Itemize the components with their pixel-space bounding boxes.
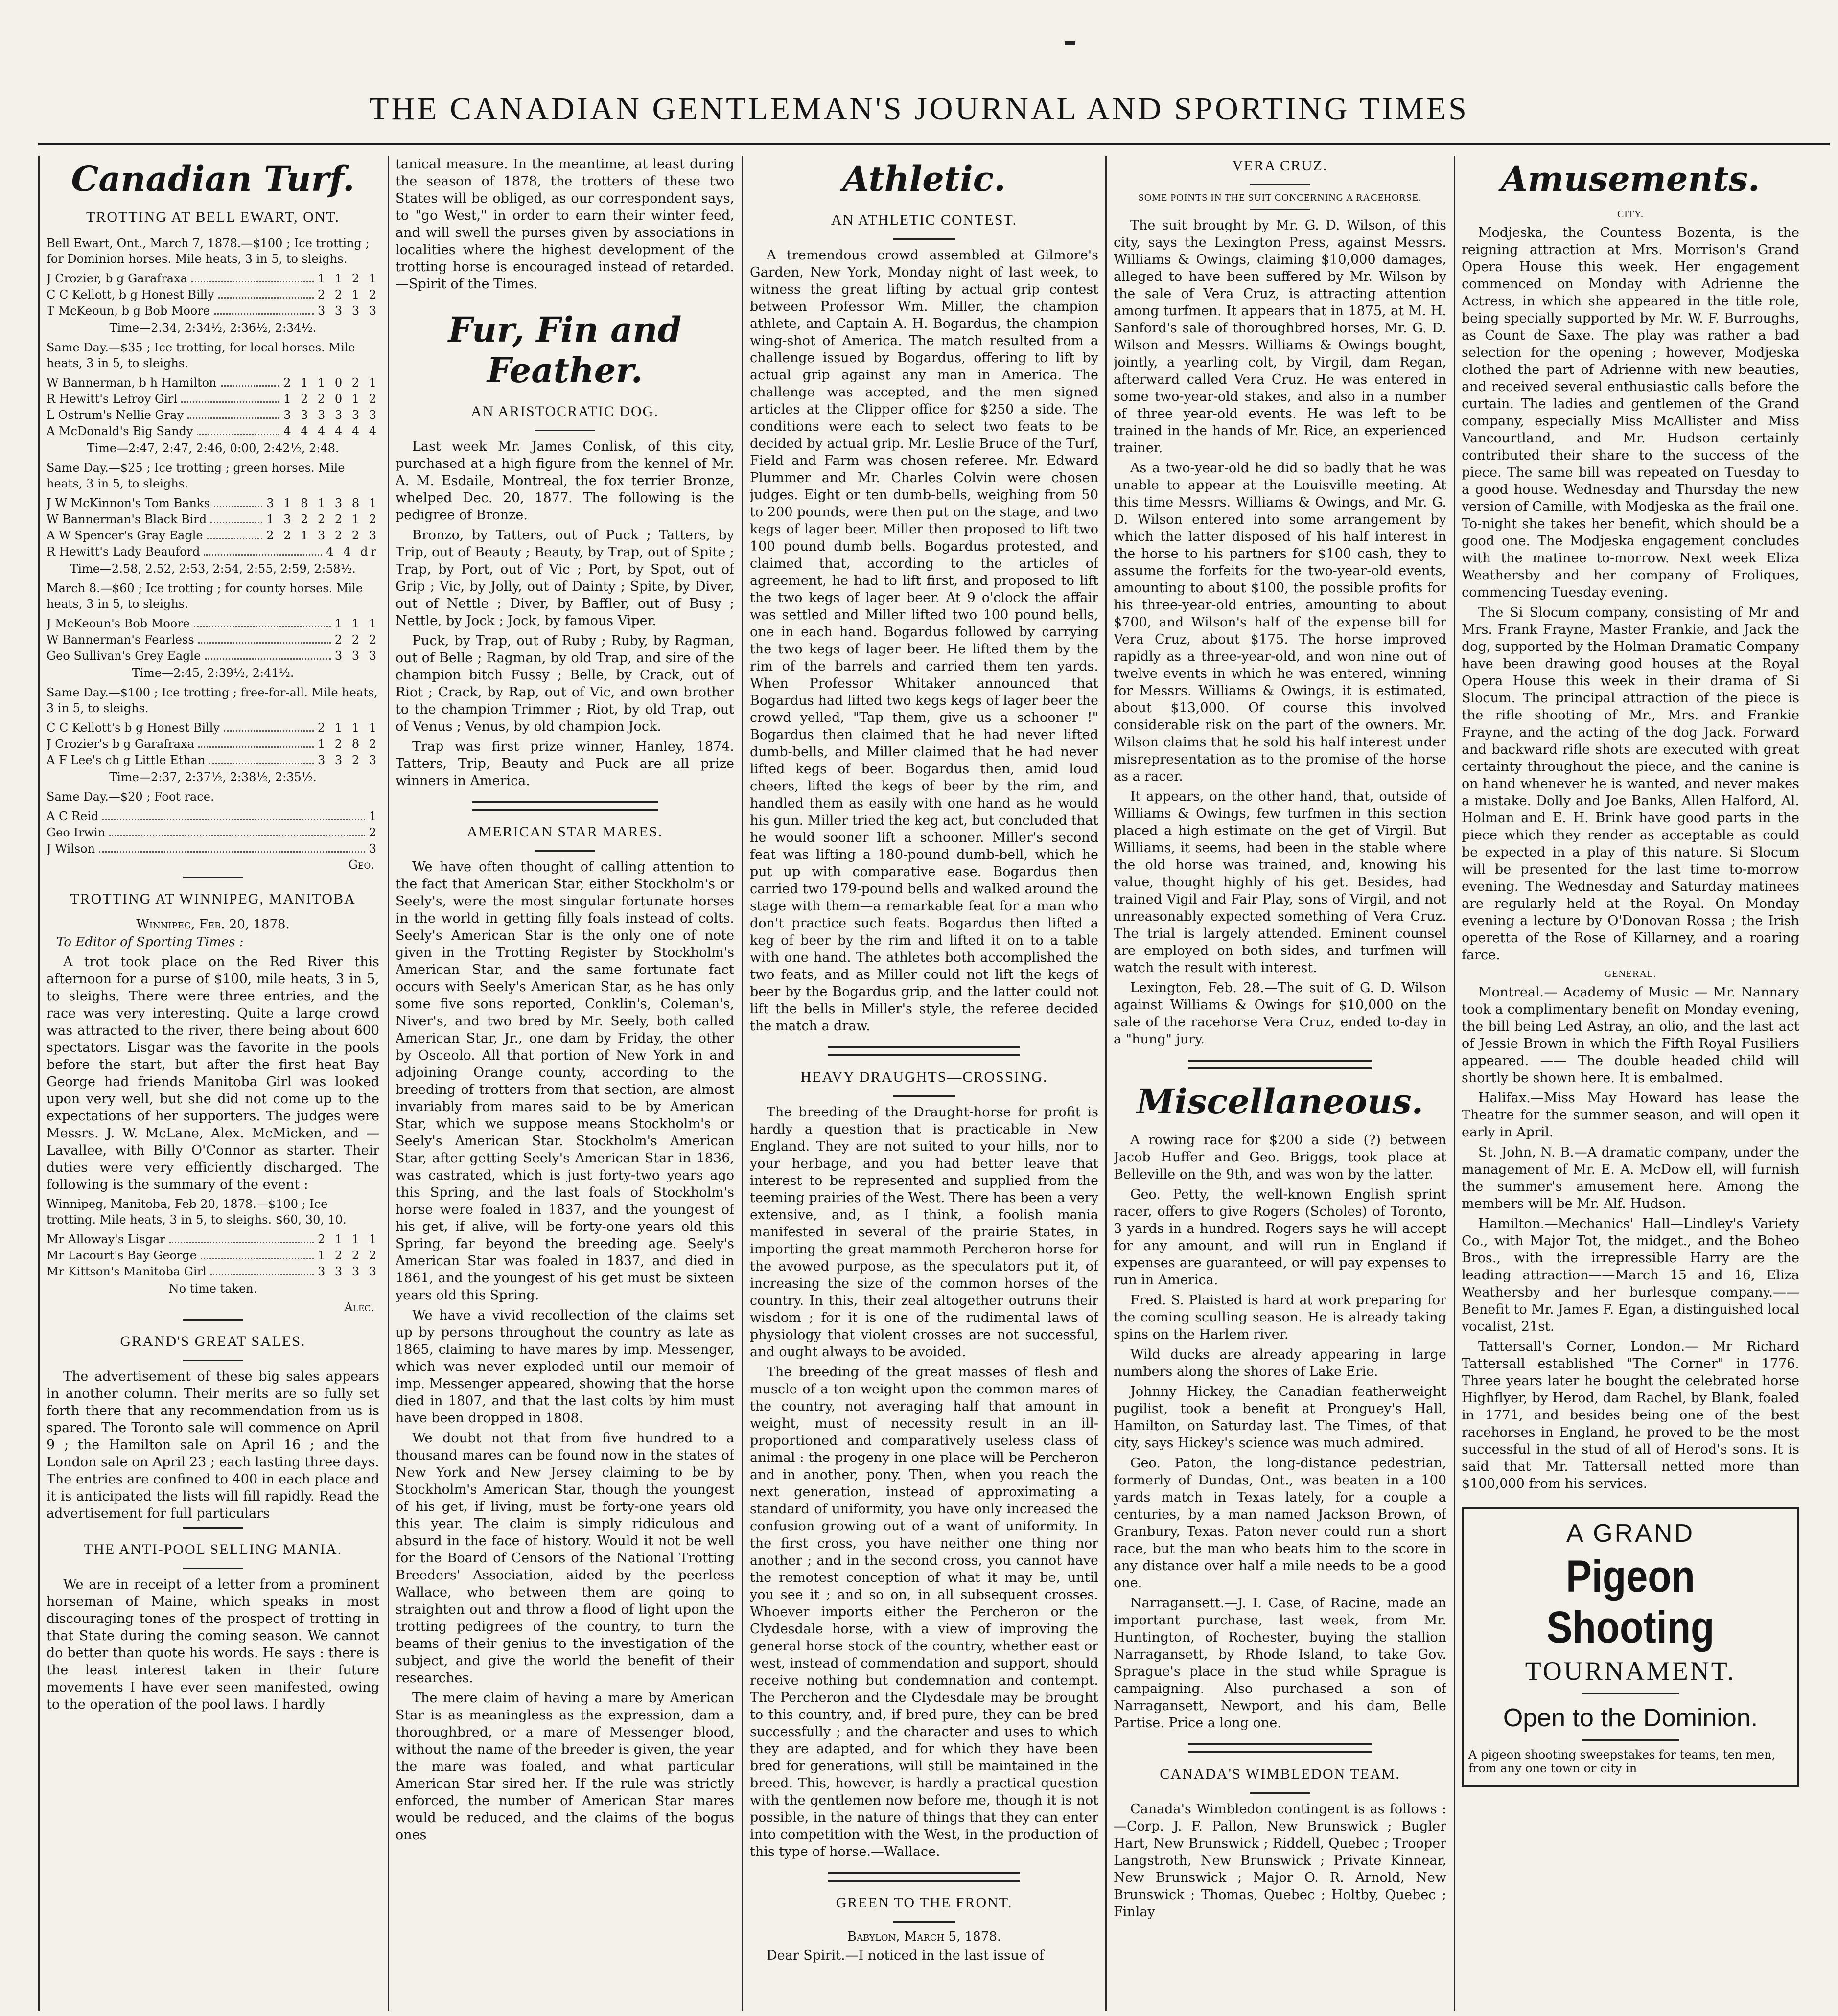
race-intro: Winnipeg, Manitoba, Feb 20, 1878.—$100 ; Ice trotting. Mile heats, 3 in 5, to sleighs. $60, 30, 10. bbox=[47, 1197, 347, 1227]
signature: Geo. bbox=[348, 858, 374, 872]
race-result-row bbox=[47, 528, 379, 544]
dot-leader bbox=[198, 736, 314, 748]
article-title: TROTTING AT WINNIPEG, MANITOBA bbox=[70, 891, 356, 907]
article-paragraph: A tremendous crowd assembled at Gilmore's Garden, New York, Monday night of last week, to witness the great lifting by actual grip contest between Professor Wm. Miller, the champion athlete, and Captain A. H. Bogardus, the champion wing-shot of America. The match resulted from a challenge issued by Bogardus, offering to lift by actual grip against any man in America. The challenge was accepted, and the men signed articles at the Clipper office for $250 a side. The conditions were each to select two feats to be decided by actual grip. Mr. Leslie Bruce of the Turf, Field and Farm was chosen referee. Mr. Edward Plummer and Mr. Charles Colvin were chosen judges. Eight or ten dumb-bells, weighing from 50 to 200 pounds, were then put on the stage, and two kegs of lager beer. Miller then proposed to lift two 100 pound dumb bells. Bogardus protested, and claimed that, according to the articles of agreement, he had to lift first, and proposed to lift the two kegs of lager beer. At 9 o'clock the affair was settled and Miller lifted two 100 pound bells, one in each hand. Bogardus followed by carrying the two kegs of lager beer. He lifted them by the rim of the barrels and carried them ten yards. When Professor Whitaker announced that Bogardus had lifted two kegs kegs of lager beer the crowd yelled, "Tap them, give us a schooner !" Bogardus then claimed that he had never lifted dumb-bells, and Miller claimed that he had never lifted kegs of beer. Bogardus then, amid loud cheers, lifted the kegs of beer by the rim, and handled them as easily with one hand as he would his gun. Miller tried the keg act, but concluded that he would sooner lift a schooner. Miller's second feat was lifting a 180-pound dumb-bell, which he put up with comparative ease. Bogardus then carried two 179-pound bells and walked around the stage with them—a remarkable feat for a man who don't practice such feats. Bogardus then lifted a keg of beer by the rim and lifted it on to a table with one hand. The athletes both accomplished the two feats, and as Miller could not lift the kegs of beer by the Bogardus grip, and the latter could not lift the bells in Miller's style, the referee decided the match a draw. bbox=[750, 248, 1098, 1034]
race-intro: Same Day.—$25 ; Ice trotting ; green horses. Mile heats, 3 in 5, to sleighs. bbox=[47, 461, 345, 490]
heat-results: 3 3 3 3 3 3 bbox=[283, 408, 379, 422]
horse-name: A McDonald's Big Sandy bbox=[47, 424, 193, 438]
dot-leader bbox=[224, 720, 314, 732]
article-paragraph: Puck, by Trap, out of Ruby ; Ruby, by Ragman, out of Belle ; Ragman, by old Trap, and sire of the champion bitch Fussy ; Belle, by Crack, out of Riot ; Crack, by Rap, out of Vic, and own brother to the champion Trimmer ; Riot, by old Trap, out of Venus ; Venus, by old champion Jock. bbox=[396, 633, 734, 734]
subsection-label: CITY. bbox=[1617, 209, 1644, 220]
column-3 bbox=[750, 156, 1098, 2011]
race-results bbox=[47, 1231, 379, 1280]
dot-leader bbox=[169, 1231, 314, 1243]
ad-line: Open to the Dominion. bbox=[1503, 1704, 1758, 1732]
heat-results: 2 bbox=[369, 826, 379, 839]
heat-results: 2 2 2 bbox=[334, 633, 379, 647]
dot-leader bbox=[214, 495, 263, 507]
dot-leader bbox=[210, 511, 262, 523]
top-mark bbox=[1065, 41, 1075, 45]
article-paragraph: St. John, N. B.—A dramatic company, under the management of Mr. E. A. McDow ell, will furnish the summer's amusement here. Among the members will be Mr. Alf. Hudson. bbox=[1462, 1145, 1799, 1211]
horse-name: Geo Sullivan's Grey Eagle bbox=[47, 649, 201, 663]
dot-leader bbox=[209, 752, 314, 764]
heat-results: 1 1 2 1 bbox=[318, 272, 379, 285]
section-heading-miscellaneous: Miscellaneous. bbox=[1137, 1081, 1423, 1122]
article-title: VERA CRUZ. bbox=[1232, 158, 1328, 174]
heat-results: 1 2 8 2 bbox=[318, 737, 379, 751]
race-time: Time—2:47, 2:47, 2:46, 0:00, 2:42½, 2:48. bbox=[87, 441, 339, 455]
subsection-label: GENERAL. bbox=[1604, 969, 1657, 979]
race-result-row bbox=[47, 495, 379, 511]
article-title: GRAND'S GREAT SALES. bbox=[120, 1333, 306, 1349]
ad-headline: Pigeon Shooting bbox=[1546, 1552, 1715, 1652]
section-heading-fur-fin-feather: Fur, Fin and Feather. bbox=[448, 309, 682, 391]
section-heading-canadian-turf: Canadian Turf. bbox=[71, 159, 355, 199]
horse-name: W Bannerman's Black Bird bbox=[47, 512, 207, 526]
article-paragraph: It appears, on the other hand, that, outside of Williams & Owings, few turfmen in this section placed a high estimate on the get of Virgil. But Williams, it seems, had been in the stable where the old horse was trained, and, knowing his value, thought highly of his get. Besides, had trained Vigil and Fair Play, sons of Virgil, and not unreasonably expected something of Vera Cruz. The trial is largely attended. Eminent counsel are employed on both sides, and turfmen will watch the result with interest. bbox=[1114, 789, 1446, 975]
salutation: To Editor of Sporting Times : bbox=[56, 935, 244, 950]
horse-name: A W Spencer's Gray Eagle bbox=[47, 529, 203, 542]
horse-name: C C Kellott, b g Honest Billy bbox=[47, 288, 214, 301]
misc-paragraph: Wild ducks are already appearing in large numbers along the shores of Lake Erie. bbox=[1114, 1347, 1446, 1379]
horse-name: R Hewitt's Lefroy Girl bbox=[47, 392, 178, 406]
divider bbox=[183, 1527, 243, 1529]
horse-name: W Bannerman, b h Hamilton bbox=[47, 376, 217, 390]
dot-leader bbox=[187, 407, 279, 419]
heat-results: 1 1 1 bbox=[334, 617, 379, 630]
masthead-rule bbox=[38, 143, 1830, 145]
divider bbox=[1582, 1693, 1679, 1694]
misc-paragraph: Johnny Hickey, the Canadian featherweight pugilist, took a benefit at Pronguey's Hall, Hamilton, on Saturday last. The Times, of that city, says Hickey's science was much admired. bbox=[1114, 1384, 1446, 1451]
horse-name: J McKeoun's Bob Moore bbox=[47, 617, 190, 630]
horse-name: Mr Alloway's Lisgar bbox=[47, 1232, 165, 1246]
heat-results: 2 1 1 0 2 1 bbox=[283, 376, 379, 390]
race-results bbox=[47, 495, 379, 560]
horse-name: J Crozier, b g Garafraxa bbox=[47, 272, 187, 285]
race-result-row bbox=[47, 511, 379, 528]
heat-results: 1 3 2 2 2 1 2 bbox=[266, 512, 379, 526]
race-intro: March 8.—$60 ; Ice trotting ; for county horses. Mile heats, 3 in 5, to sleighs. bbox=[47, 581, 363, 611]
race-result-row bbox=[47, 648, 379, 664]
ad-line: TOURNAMENT. bbox=[1525, 1656, 1736, 1686]
article-paragraph: The breeding of the great masses of flesh and muscle of a ton weight upon the common mares of the country, not averaging half that amount in weight, must of necessity result in an ill-proportioned and comparatively useless class of animal : the progeny in one place will be Percheron and in another, pony. Then, when you reach the next generation, instead of approximating a standard of uniformity, you have only increased the confusion growing out of a want of uniformity. In the first cross, you have neither one thing nor another ; and in the second cross, you cannot have the remotest conception of what it may be, until you see it ; and so on, in all subsequent crosses. Whoever imports either the Percheron or the Clydesdale horse, with a view of improving the general horse stock of the country, whether east or west, instead of commendation and support, should receive nothing but condemnation and contempt. The Percheron and the Clydesdale may be brought to this country, and, if bred pure, they can be bred successfully ; and the character and uses to which they are adapted, and for which they have been bred for generations, will still be maintained in the breed. This, however, is hardly a practical question with the gentlemen now before me, though it is not possible, in the nature of things that they can enter into competition with the West, in the production of this type of horse.—Wallace. bbox=[750, 1365, 1098, 1859]
divider bbox=[1250, 184, 1310, 185]
race-result-row bbox=[47, 825, 379, 841]
section-heading-amusements: Amusements. bbox=[1501, 159, 1760, 199]
dot-leader bbox=[191, 271, 314, 282]
race-result-row bbox=[47, 391, 379, 407]
horse-name: A C Reid bbox=[47, 810, 99, 823]
race-time: Time—2.58, 2.52, 2:53, 2:54, 2:55, 2:59, 2:58½. bbox=[70, 562, 356, 576]
article-paragraph: Dear Spirit.—I noticed in the last issue of bbox=[767, 1948, 1044, 1963]
divider bbox=[1250, 209, 1310, 210]
article-paragraph: The breeding of the Draught-horse for profit is hardly a question that is practicable in New England. They are not suited to your hills, nor to your herbage, and you had better leave that interest to be represented and supplied from the teeming prairies of the West. There has been a very extensive, and, as I think, a foolish mania manifested in several of the prairie States, in importing the great mammoth Percheron horse for the avowed purpose, as the speculators put it, of increasing the size of the common horses of the country. In this, their zeal altogether outruns their wisdom ; for it is one of the rudimental laws of physiology that violent crosses are not successful, and ought always to be avoided. bbox=[750, 1105, 1098, 1360]
article-paragraph: Bronzo, by Tatters, out of Puck ; Tatters, by Trip, out of Beauty ; Beauty, by Trap, out of Spite ; Trap, by Port, out of Vic ; Port, by Spot, out of Grip ; Vic, by Jolly, out of Dainty ; Spite, by Diver, out of Nettle ; Diver, by Baffler, out of Busy ; Nettle, by Jock ; Jock, by famous Viper. bbox=[396, 528, 734, 628]
dot-leader bbox=[205, 648, 331, 660]
race-results bbox=[47, 809, 379, 857]
race-results bbox=[47, 375, 379, 440]
race-result-row bbox=[47, 1231, 379, 1248]
double-rule bbox=[1188, 1060, 1372, 1069]
horse-name: L Ostrum's Nellie Gray bbox=[47, 408, 184, 422]
article-paragraph: Modjeska, the Countess Bozenta, is the reigning attraction at Mrs. Morrison's Grand Opera House this week. Her engagement commenced on Monday with Adrienne the Actress, in which she appeared in the title role, being specially supported by Mr. W. F. Burroughs, as Count de Saxe. The play was rather a bad selection for the opening ; however, Modjeska clothed the part of Adrienne with new beauties, and received several enthusiastic calls before the curtain. The ladies and gentlemen of the Grand company, especially Miss McAllister and Miss Vancourtland, and Mr. Hudson certainly contributed their share to the success of the piece. The same bill was repeated on Tuesday to a good house. Wednesday and Thursday the new version of Camille, with Modjeska as the frail one. To-night she takes her benefit, which should be a good one. The Modjeska engagement concludes with the matinee to-morrow. Next week Eliza Weathersby and her company of Froliques, commencing Tuesday evening. bbox=[1462, 225, 1799, 600]
heat-results: 3 3 3 3 bbox=[318, 304, 379, 318]
dot-leader bbox=[218, 287, 314, 299]
horse-name: W Bannerman's Fearless bbox=[47, 633, 194, 647]
article-paragraph: The advertisement of these big sales appears in another column. Their merits are so fully set forth there that any recommendation from us is spared. The Toronto sale will commence on April 9 ; the Hamilton sale on April 16 ; and the London sale on April 23 ; each lasting three days. The entries are confined to 400 in each place and it is anticipated the lists will fill rapidly. Read the advertisement for full particulars bbox=[47, 1369, 379, 1521]
divider bbox=[183, 1360, 243, 1361]
article-paragraph: We have a vivid recollection of the claims set up by persons throughout the country as late as 1865, claiming to have mares by imp. Messenger, which was never exploded until our memoir of imp. Messenger appeared, showing that the horse died in 1807, and that the last colts by him must have been dropped in 1808. bbox=[396, 1308, 734, 1426]
misc-paragraph: Fred. S. Plaisted is hard at work preparing for the coming sculling season. He is already taking spins on the Harlem river. bbox=[1114, 1293, 1446, 1342]
dot-leader bbox=[109, 825, 365, 836]
dot-leader bbox=[221, 375, 280, 387]
heat-results: 1 2 2 2 bbox=[318, 1249, 379, 1262]
column-rule bbox=[1454, 156, 1455, 2011]
column-rule bbox=[388, 156, 389, 2011]
column-rule bbox=[742, 156, 743, 2011]
article-paragraph: The Si Slocum company, consisting of Mr and Mrs. Frank Frayne, Master Frankie, and Jack the dog, supported by the Holman Dramatic Company have been drawing good houses at the Royal Opera House this week in their drama of Si Slocum. The principal attraction of the piece is the rifle shooting of Mr., Mrs. and Frankie Frayne, and the acting of the dog Jack. Forward and backward rifle shots are executed with great certainty throughout the piece, and the canine is on hand whenever he is wanted, and never makes a mistake. Dolly and Joe Banks, Allen Halford, Al. Holman and E. H. Brink have good parts in the piece which they render as acceptable as could be expected in a play of this nature. Si Slocum will be presented for the last time to-morrow evening. The Wednesday and Saturday matinees are regularly held at the Royal. On Monday evening a lecture by O'Donovan Rossa ; the Irish operetta of the Rose of Killarney, and a roaring farce. bbox=[1462, 605, 1799, 963]
misc-paragraph: Geo. Paton, the long-distance pedestrian, formerly of Dundas, Ont., was beaten in a 100 yards match in Texas lately, for a couple a centuries, by a man named Jackson Brown, of Granbury, Texas. Paton never could run a short race, but the man who beats him to the score in any distance over half a mile needs to be a good one. bbox=[1114, 1456, 1446, 1591]
race-result-row bbox=[47, 809, 379, 825]
heat-results: 2 2 1 2 bbox=[318, 288, 379, 301]
horse-name: T McKeoun, b g Bob Moore bbox=[47, 304, 210, 318]
race-result-row bbox=[47, 423, 379, 440]
heat-results: 1 bbox=[369, 810, 379, 823]
article-title: CANADA'S WIMBLEDON TEAM. bbox=[1160, 1766, 1400, 1782]
article-paragraph: tanical measure. In the meantime, at least during the season of 1878, the trotters of these two States will be obliged, as our correspondent says, to "go West," in order to earn their winter feed, and will swell the purses given by associations in localities where the highest development of the trotting horse is encouraged instead of retarded.—Spirit of the Times. bbox=[396, 157, 734, 292]
double-rule bbox=[828, 1872, 1020, 1882]
article-paragraph: Montreal.— Academy of Music — Mr. Nannary took a complimentary benefit on Monday evening, the bill being Led Astray, an olio, and the last act of Jessie Brown in which the Fifth Royal Fusiliers appeared. —— The double headed child will shortly be shown here. It is embalmed. bbox=[1462, 985, 1799, 1086]
article-paragraph: As a two-year-old he did so badly that he was unable to appear at the Louisville meeting. At this time Messrs. Williams & Owings, and Mr. G. D. Wilson entered into some arrangement by which the latter disposed of his half interest in the horse to his partners for $100 cash, they to assume the forfeits for the two-year-old events, amounting to about $100, the possible profits for his three-year-old entries, amounting to about $700, and Wilson's half of the expense bill for Vera Cruz, about $175. The horse improved rapidly as a three-year-old, and won nine out of twelve events in which he was entered, winning for Messrs. Williams & Owings, it is estimated, about $13,000. Of course this involved considerable risk on the part of the owners. Mr. Wilson claims that he sold his half interest under misrepresentation as to the promise of the horse as a racer. bbox=[1114, 461, 1446, 784]
misc-paragraph: Geo. Petty, the well-known English sprint racer, offers to give Rogers (Scholes) of Toronto, 3 yards in a hundred. Rogers says he will accept for any amount, and will run in England if expenses are guaranteed, or will pay expenses to run in America. bbox=[1114, 1187, 1446, 1288]
dot-leader bbox=[207, 528, 263, 539]
double-rule bbox=[472, 801, 658, 811]
dot-leader bbox=[194, 616, 331, 627]
horse-name: Mr Kittson's Manitoba Girl bbox=[47, 1265, 207, 1278]
race-result-row bbox=[47, 303, 379, 319]
section-heading-athletic: Athletic. bbox=[842, 159, 1006, 199]
race-result-row bbox=[47, 1248, 379, 1264]
race-intro: Same Day.—$20 ; Foot race. bbox=[47, 790, 214, 804]
column-1 bbox=[47, 156, 379, 2011]
race-time: No time taken. bbox=[168, 1282, 257, 1296]
article-title: THE ANTI-POOL SELLING MANIA. bbox=[83, 1541, 343, 1557]
horse-name: R Hewitt's Lady Beauford bbox=[47, 545, 200, 558]
heat-results: 4 4 dr bbox=[326, 545, 379, 558]
double-rule bbox=[1188, 1743, 1372, 1753]
race-result-row bbox=[47, 375, 379, 391]
article-paragraph: The mere claim of having a mare by American Star is as meaningless as the expression, dam a thoroughbred, or a mare of Messenger blood, without the name of the breeder is given, the year the mare was foaled, and what particular American Star sired her. If the rule was strictly enforced, the number of American Star mares would be reduced, and the claims of the bogus ones bbox=[396, 1691, 734, 1843]
heat-results: 3 bbox=[369, 842, 379, 856]
race-result-row bbox=[47, 720, 379, 736]
heat-results: 2 1 1 1 bbox=[318, 721, 379, 735]
dot-leader bbox=[198, 632, 331, 644]
masthead-title: THE CANADIAN GENTLEMAN'S JOURNAL AND SPORTING TIMES bbox=[369, 91, 1469, 127]
column-4 bbox=[1114, 156, 1446, 2011]
article-paragraph: Lexington, Feb. 28.—The suit of G. D. Wilson against Williams & Owings for $10,000 on the sale of the racehorse Vera Cruz, ended to-day in a "hung" jury. bbox=[1114, 980, 1446, 1047]
article-title: AMERICAN STAR MARES. bbox=[466, 824, 663, 840]
article-paragraph: We doubt not that from five hundred to a thousand mares can be found now in the states of New York and New Jersey claiming to be by Stockholm's American Star, though the youngest of his get, if living, must be forty-one years old this year. The claim is simply ridiculous and absurd in the face of history. Would it not be well for the Board of Censors of the National Trotting Breeders' Association, aided by the peerless Wallace, who between them are going to straighten out and throw a flood of light upon the trotting pedigrees of the country, to turn the beams of their genius to the investigation of the subject, and give the world the benefit of their researches. bbox=[396, 1431, 734, 1686]
article-paragraph: We have often thought of calling attention to the fact that American Star, either Stockholm's or Seely's, were the most singular fortunate horses in the world in getting filly foals instead of colts. Seely's American Star is the only one of note given in the Trotting Register by Stockholm's American Star, and the same fortunate fact occurs with Seely's American Star, as he has only some five sons reported, Conklin's, Coleman's, Niver's, and two bred by Mr. Seely, both called American Star, Jr., one dam by Friday, the other by Osceolo. All that portion of New York in and adjoining Orange county, according to the breeding of trotters from that section, are almost invariably from mares said to be by American Star, which we suppose means Stockholm's or Seely's American Star. Stockholm's American Star, after getting Seely's American Star in 1836, was castrated, which is just forty-two years ago this Spring, and the last foals of Stockholm's horse were foaled in 1837, and the youngest of his get, if alive, will be forty-one years old this Spring, far beyond the breeding age. Seely's American Star was foaled in 1837, and died in 1861, and the youngest of his get must be sixteen years old this Spring. bbox=[396, 859, 734, 1303]
misc-paragraph: A rowing race for $200 a side (?) between Jacob Huffer and Geo. Briggs, took place at Belleville on the 9th, and was won by the latter. bbox=[1114, 1133, 1446, 1182]
article-paragraph: Hamilton.—Mechanics' Hall—Lindley's Variety Co., with Major Tot, the midget., and the Boheo Bros., with the irrepressible Harry are the leading attraction——March 15 and 16, Eliza Weathersby and her burlesque company.——Benefit to Mr. James F. Egan, a distinguished local vocalist, 21st. bbox=[1462, 1216, 1799, 1334]
race-time: Time—2:37, 2:37½, 2:38½, 2:35½. bbox=[109, 770, 317, 784]
divider bbox=[535, 430, 596, 431]
dot-leader bbox=[214, 303, 314, 315]
dateline: Babylon, March 5, 1878. bbox=[847, 1929, 1001, 1944]
race-result-row bbox=[47, 616, 379, 632]
heat-results: 2 1 1 1 bbox=[318, 1232, 379, 1246]
race-result-row bbox=[47, 407, 379, 423]
article-paragraph: A trot took place on the Red River this afternoon for a purse of $100, mile heats, 3 in 5, to sleighs. There were three entries, and the race was very interesting. Quite a large crowd was attracted to the river, there being about 600 spectators. Lisgar was the favorite in the pools before the start, but after the first heat Bay George had friends Manitoba Girl was looked upon very well, but she did not come up to the expectations of her supporters. The judges were Messrs. J. W. McLane, Alex. McMicken, and — Lavallee, with Billy O'Connor as starter. Their duties were very efficiently discharged. The following is the summary of the event : bbox=[47, 954, 379, 1192]
advertisement-box bbox=[1462, 1507, 1799, 1787]
heat-results: 3 3 2 3 bbox=[318, 753, 379, 767]
race-results bbox=[47, 616, 379, 664]
article-paragraph: Canada's Wimbledon contingent is as follows :—Corp. J. F. Pallon, New Brunswick ; Bugler Hart, New Brunswick ; Riddell, Quebec ; Trooper Langstroth, New Brunswick ; Private Kinnear, New Brunswick ; Major O. R. Arnold, New Brunswick ; Thomas, Quebec ; Holtby, Quebec ; Finlay bbox=[1114, 1802, 1446, 1920]
article-title: HEAVY DRAUGHTS—CROSSING. bbox=[800, 1069, 1048, 1085]
dot-leader bbox=[102, 809, 365, 820]
article-title: TROTTING AT BELL EWART, ONT. bbox=[86, 209, 340, 225]
race-result-row bbox=[47, 841, 379, 857]
article-title: AN ARISTOCRATIC DOG. bbox=[471, 403, 659, 419]
race-result-row bbox=[47, 544, 379, 560]
ad-body: A pigeon shooting sweepstakes for teams, ten men, from any one town or city in bbox=[1468, 1748, 1776, 1775]
divider bbox=[1250, 1792, 1310, 1794]
race-result-row bbox=[47, 271, 379, 287]
race-result-row bbox=[47, 752, 379, 768]
heat-results: 3 1 8 1 3 8 1 bbox=[266, 496, 379, 510]
divider bbox=[893, 1921, 955, 1923]
dateline: Winnipeg, Feb. 20, 1878. bbox=[136, 917, 290, 932]
horse-name: Geo Irwin bbox=[47, 826, 106, 839]
heat-results: 4 4 4 4 4 4 bbox=[283, 424, 379, 438]
dot-leader bbox=[210, 1264, 314, 1275]
horse-name: J W McKinnon's Tom Banks bbox=[47, 496, 210, 510]
horse-name: Mr Lacourt's Bay George bbox=[47, 1249, 197, 1262]
article-subtitle: SOME POINTS IN THE SUIT CONCERNING A RACEHORSE. bbox=[1138, 192, 1422, 203]
divider bbox=[183, 1568, 243, 1569]
misc-paragraph: Narragansett.—J. I. Case, of Racine, made an important purchase, last week, from Mr. Huntington, of Rochester, buying the stallion Narragansett, by Rhode Island, to take Gov. Sprague's place in the stud while Sprague is campaigning. Also purchased a son of Narragansett, Newport, and his dam, Belle Partise. Price a long one. bbox=[1114, 1596, 1446, 1731]
column-rule bbox=[38, 156, 40, 2011]
article-paragraph: The suit brought by Mr. G. D. Wilson, of this city, says the Lexington Press, against Messrs. Williams & Owings, claiming $10,000 damages, alleged to have been suffered by Mr. Wilson by the sale of Vera Cruz, is attracting attention among turfmen. It appears that in 1875, at M. H. Sanford's sale of thoroughbred horses, Mr. G. D. Wilson and Messrs. Williams & Owings bought, jointly, a yearling colt, by Virgil, dam Regan, afterward called Vera Cruz. He was entered in some two-year-old stakes, and also in a number of three year-old events. He was left to be trained in the hands of Mr. Rice, an experienced trainer. bbox=[1114, 218, 1446, 456]
article-title: AN ATHLETIC CONTEST. bbox=[831, 212, 1018, 228]
heat-results: 2 2 1 3 2 2 3 bbox=[266, 529, 379, 542]
divider bbox=[893, 238, 955, 240]
divider bbox=[535, 850, 596, 852]
article-paragraph: Trap was first prize winner, Hanley, 1874. Tatters, Trip, Beauty and Puck are all prize winners in America. bbox=[396, 739, 734, 788]
double-rule bbox=[828, 1046, 1020, 1056]
dot-leader bbox=[197, 423, 279, 435]
heat-results: 1 2 2 0 1 2 bbox=[283, 392, 379, 406]
heat-results: 3 3 3 3 bbox=[318, 1265, 379, 1278]
dot-leader bbox=[204, 544, 322, 556]
divider bbox=[893, 1095, 955, 1097]
race-results bbox=[47, 720, 379, 768]
article-paragraph: We are in receipt of a letter from a prominent horseman of Maine, which speaks in most discouraging tones of the prospect of trotting in that State during the coming season. We cannot do better than quote his words. He says : there is the least interest taken in their future movements I have ever seen manifested, owing to the operation of the pool laws. I hardly bbox=[47, 1577, 379, 1712]
column-5 bbox=[1462, 156, 1799, 2011]
race-result-row bbox=[47, 632, 379, 648]
race-intro: Same Day.—$35 ; Ice trotting, for local horses. Mile heats, 3 in 5, to sleighs. bbox=[47, 341, 355, 370]
divider bbox=[1582, 1739, 1679, 1741]
race-time: Time—2:45, 2:39½, 2:41½. bbox=[132, 666, 294, 680]
race-time: Time—2.34, 2:34½, 2:36½, 2:34½. bbox=[109, 321, 317, 335]
signature: Alec. bbox=[344, 1300, 374, 1314]
article-paragraph: Last week Mr. James Conlisk, of this city, purchased at a high figure from the kennel of Mr. A. M. Esdaile, Montreal, the fox terrier Bronze, whelped Dec. 20, 1877. The following is the pedigree of Bronze. bbox=[396, 439, 734, 523]
race-result-row bbox=[47, 736, 379, 752]
dot-leader bbox=[99, 841, 365, 853]
column-2 bbox=[396, 156, 734, 2011]
ad-line: A GRAND bbox=[1566, 1519, 1695, 1548]
article-paragraph: Halifax.—Miss May Howard has lease the Theatre for the summer season, and will open it early in April. bbox=[1462, 1090, 1799, 1140]
article-title: GREEN TO THE FRONT. bbox=[836, 1895, 1013, 1911]
article-paragraph: Tattersall's Corner, London.— Mr Richard Tattersall established "The Corner" in 1776. Three years later he bought the celebrated horse Highflyer, by Herod, dam Rachel, by Blank, foaled in 1771, and besides being one of the best racehorses in England, he proved to be the most successful in the stud of all of Herod's sons. It is said that Mr. Tattersall netted more than $100,000 from his services. bbox=[1462, 1339, 1799, 1491]
divider bbox=[183, 1319, 243, 1321]
race-result-row bbox=[47, 287, 379, 303]
horse-name: C C Kellott's b g Honest Billy bbox=[47, 721, 220, 735]
dot-leader bbox=[181, 391, 279, 403]
horse-name: J Crozier's b g Garafraxa bbox=[47, 737, 194, 751]
divider bbox=[183, 877, 243, 878]
race-results bbox=[47, 271, 379, 319]
race-result-row bbox=[47, 1264, 379, 1280]
heat-results: 3 3 3 bbox=[334, 649, 379, 663]
column-rule bbox=[1105, 156, 1107, 2011]
race-intro: Bell Ewart, Ont., March 7, 1878.—$100 ; Ice trotting ; for Dominion horses. Mile heats, 3 in 5, to sleighs. bbox=[47, 236, 370, 266]
horse-name: J Wilson bbox=[47, 842, 95, 856]
horse-name: A F Lee's ch g Little Ethan bbox=[47, 753, 206, 767]
dot-leader bbox=[201, 1248, 314, 1259]
race-intro: Same Day.—$100 ; Ice trotting ; free-for-all. Mile heats, 3 in 5, to sleighs. bbox=[47, 686, 378, 715]
